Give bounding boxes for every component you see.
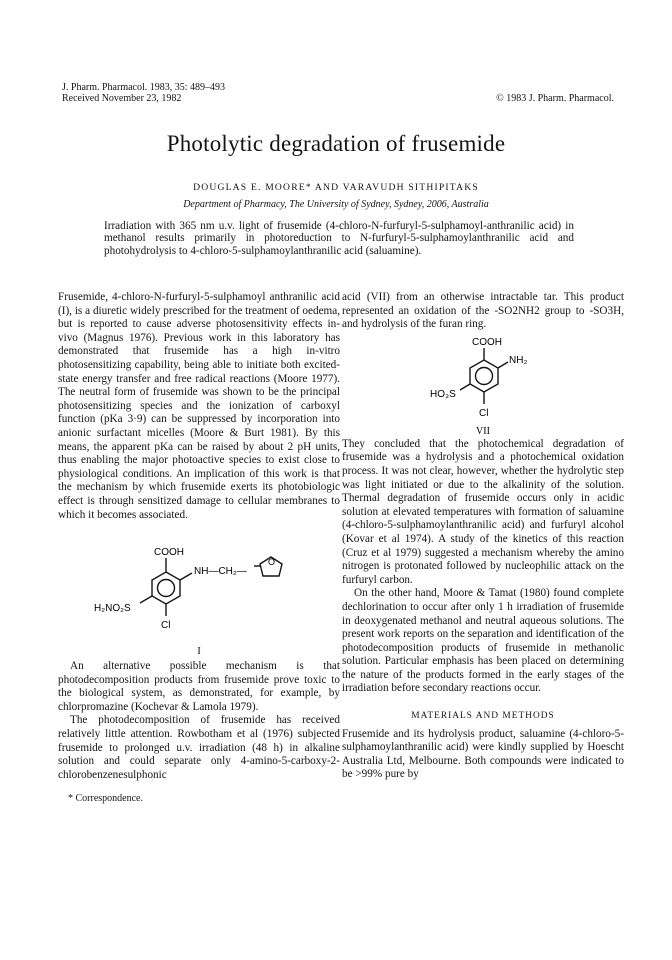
paragraph-alternative-mechanism: An alternative possible mechanism is that photodecomposition products from frusemide prove toxic to the biological system, as demonstrated, for example, by chlorpromazine (Kochevar & Lamola 1979).: [58, 660, 340, 713]
chloro-label: Cl: [161, 620, 171, 632]
furan-oxygen-label: O: [268, 557, 276, 568]
right-column: [342, 291, 624, 782]
received-date: Received November 23, 1982: [62, 93, 182, 104]
journal-citation: J. Pharm. Pharmacol. 1983, 35: 489–493: [62, 82, 226, 93]
structure-number-i: I: [197, 646, 201, 658]
vii-cooh-label: COOH: [472, 336, 502, 348]
correspondence-footnote: * Correspondence.: [68, 793, 143, 805]
paragraph-continued: acid (VII) from an otherwise intractable tar. This product represented an oxidation of the -SO2NH2 group to -SO3H, and hydrolysis of the furan ring.: [342, 291, 624, 331]
cooh-label: COOH: [154, 547, 184, 559]
paragraph-present-work: On the other hand, Moore & Tamat (1980) found complete dechlorination to occur after only 1 h irradiation of frusemide in deoxygenated methanol and neutral aqueous solutions. The present work reports on the separation and identification of the photodecomposition products of frusemide in methanolic solution. Particular emphasis has been placed on determining the nature of the products formed in the early stages of the irradiation before secondary reactions occur.: [342, 587, 624, 695]
affiliation: Department of Pharmacy, The University of Sydney, Sydney, 2006, Australia: [183, 199, 489, 210]
article-title: Photolytic degradation of frusemide: [166, 131, 506, 156]
compound-vii-structure: [342, 334, 624, 438]
intro-paragraph: Frusemide, 4-chloro-N-furfuryl-5-sulphamoyl anthranilic acid (I), is a diuretic widely prescribed for the treatment of oedema, but is reported to cause adverse photosensitivity effects in-vivo (Magnus 1976). Previous work in this laboratory has demonstrated that frusemide has a high in-vitro photosensitizing capability, being able to initiate both excited-state energy transfer and free radical reactions (Moore 1977). The neutral form of frusemide was shown to be the principal photosensitizing species and the ionization of carboxyl function (pKa 3·9) can be suppressed by incorporation into anionic surfactant micelles (Moore & Burt 1981). By this means, the apparent pKa can be raised by about 2 pH units, thus enabling the major photoactive species to exist close to physiological conditions. An implication of this work is that the mechanism by which frusemide exerts its photobiologic effect is through sensitized damage to cellular membranes to which it becomes associated.: [58, 291, 340, 521]
running-header: [62, 82, 225, 104]
paragraph-conclusions: They concluded that the photochemical degradation of frusemide was a hydrolysis and a photochemical oxidation process. It was not clear, however, whether the hydrolytic step was light initiated or due to the alkalinity of the solution. Thermal degradation of frusemide occurs only in acidic solution at elevated temperatures with formation of saluamine (4-chloro-5-sulphamoylanthranilic acid) and furfuryl alcohol (Kovar et al 1974). A study of the kinetics of this reaction (Cruz et al 1979) suggested a mechanism whereby the amino nitrogen is protonated followed by nucleophilic attack on the furfuryl carbon.: [342, 437, 624, 586]
nh-linker-label: NH—CH₂—: [194, 566, 247, 578]
copyright-notice: © 1983 J. Pharm. Pharmacol.: [496, 93, 614, 104]
section-heading: MATERIALS AND METHODS: [411, 711, 555, 722]
abstract: Irradiation with 365 nm u.v. light of frusemide (4-chloro-N-furfuryl-5-sulphamoyl-anthranilic acid) in methanol results primarily in photoreduction to N-furfuryl-5-sulphamoylanthranilic acid and photohydrolysis to 4-chloro-5-sulphamoylanthranilic acid (saluamine).: [104, 220, 574, 257]
author-list: DOUGLAS E. MOORE* AND VARAVUDH SITHIPITAKS: [193, 182, 479, 193]
sulfonamide-label: H₂NO₂S: [94, 603, 131, 615]
frusemide-structure: [58, 530, 340, 660]
vii-sulfonic-label: HO₃S: [430, 388, 456, 400]
vii-chloro-label: Cl: [479, 407, 489, 419]
structure-number-vii: VII: [476, 425, 490, 437]
paragraph-materials: Frusemide and its hydrolysis product, saluamine (4-chloro-5-sulphamoylanthranilic acid) were kindly supplied by Hoescht Australia Ltd, Melbourne. Both compounds were indicated to be >99% pure by: [342, 727, 624, 781]
left-column: [58, 291, 340, 806]
vii-amino-label: NH₂: [509, 354, 528, 366]
paragraph-prior-studies: The photodecomposition of frusemide has received relatively little attention. Rowbotham et al (1976) subjected frusemide to prolonged u.v. irradiation (48 h) in alkaline solution and could separate only 4-amino-5-carboxy-2-chlorobenzenesulphonic: [58, 714, 340, 781]
